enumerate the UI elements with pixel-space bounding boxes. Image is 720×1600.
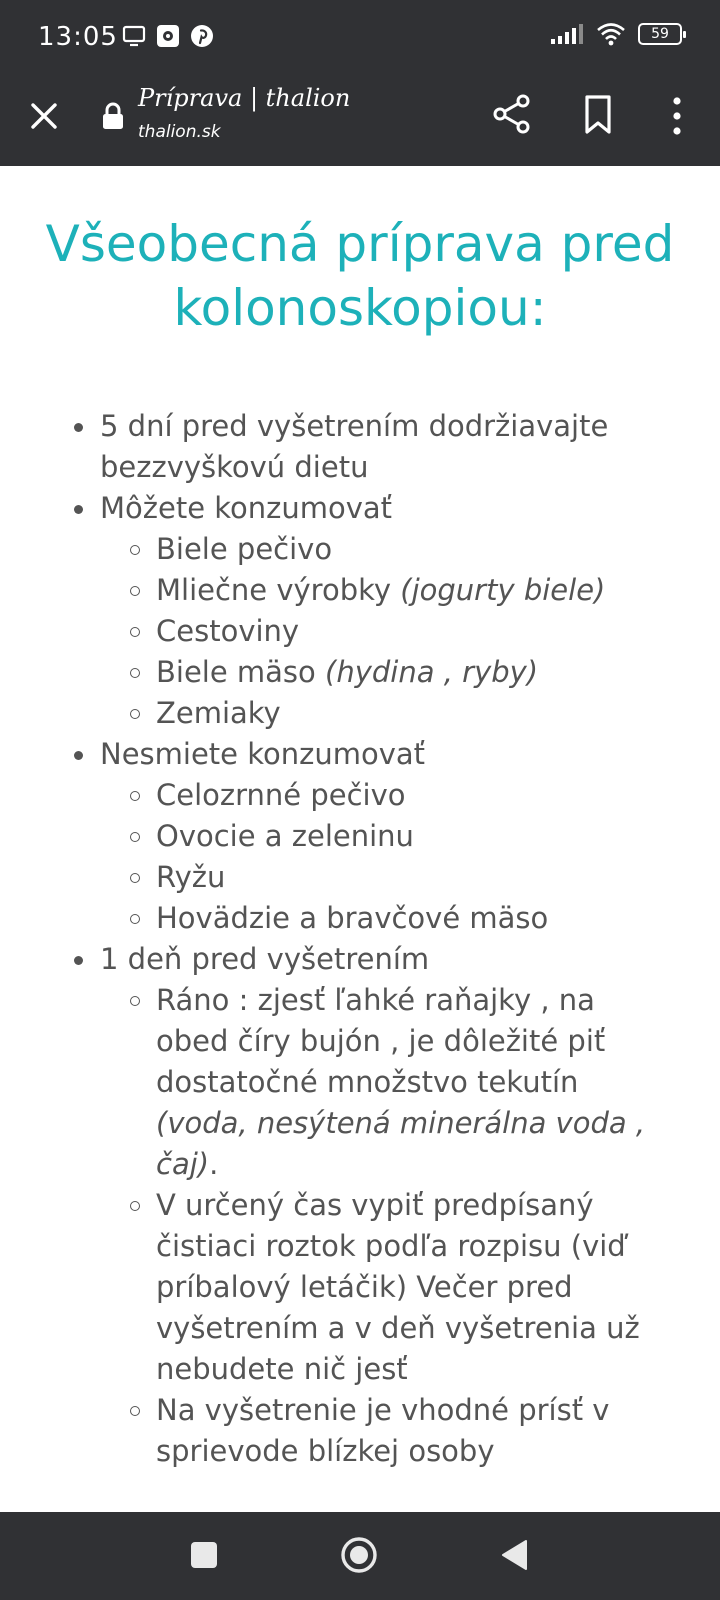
article-heading: Všeobecná príprava pred kolonoskopiou: [45,215,675,337]
sub-list-item [156,980,660,1185]
list-item [100,488,660,734]
sub-item-text: V určený čas vypiť predpísaný čistiaci roztok podľa rozpisu (viď príbalový letáčik) Večer pred vyšetrením a v deň vyšetrenia už nebudete nič jesť [156,1188,640,1386]
system-navigation-bar [0,1512,720,1600]
sub-list-item [156,652,660,693]
share-button[interactable] [490,92,534,136]
sub-item-text: Biele mäso [156,655,326,689]
sub-item-text: Mliečne výrobky [156,573,401,607]
list-item-text: 5 dní pred vyšetrením dodržiavajte bezzvyškovú dietu [100,409,609,484]
sub-item-text: Ryžu [156,860,226,894]
list-item-text: 1 deň pred vyšetrením [100,942,430,976]
bookmark-button[interactable] [578,94,618,136]
sub-list-item [156,570,660,611]
signal-icon [550,23,584,45]
list-item [100,734,660,939]
recents-square-icon[interactable] [191,1542,217,1568]
sub-item-text: Biele pečivo [156,532,333,566]
browser-toolbar [0,78,720,166]
more-menu-button[interactable] [662,94,692,138]
sub-list-item [156,816,660,857]
sub-list-item [156,1185,660,1390]
sub-item-text: Ráno : zjesť ľahké raňajky , na obed číry bujón , je dôležité piť dostatočné množstvo tekutín [156,983,606,1099]
home-circle-icon[interactable] [340,1536,378,1574]
list-item-text: Nesmiete konzumovať [100,737,426,771]
sub-list-item [156,857,660,898]
pinterest-icon [190,24,214,48]
sub-item-text: Na vyšetrenie je vhodné prísť v sprievode blízkej osoby [156,1393,610,1468]
sub-list-item [156,693,660,734]
back-triangle-icon[interactable] [500,1538,530,1572]
sub-item-text: Cestoviny [156,614,300,648]
battery-icon: 59 [638,23,682,45]
sub-item-note: (voda, nesýtená minerálna voda , čaj) [156,1106,646,1181]
sub-item-text: Ovocie a zeleninu [156,819,414,853]
sub-list-item [156,1390,660,1472]
page-content[interactable] [0,166,720,1512]
close-button[interactable] [24,96,64,136]
status-bar [0,0,720,78]
status-time: 13:05 [38,22,118,52]
lock-icon [102,102,124,130]
sub-item-note: (hydina , ryby) [325,655,539,689]
list-item [100,406,660,488]
page-domain[interactable]: thalion.sk [138,122,221,142]
sub-item-text: Zemiaky [156,696,281,730]
app-notification-icon [156,24,180,48]
list-item [100,939,660,1472]
sub-list-item [156,775,660,816]
page-title[interactable]: Príprava | thalion [138,84,351,112]
sub-item-text: Celozrnné pečivo [156,778,406,812]
sub-item-text: Hovädzie a bravčové mäso [156,901,549,935]
screen-cast-icon [122,25,146,47]
wifi-icon [596,22,626,46]
list-item-text: Môžete konzumovať [100,491,393,525]
sub-item-note: (jogurty biele) [400,573,606,607]
status-icons-right [550,22,682,46]
status-icons-left [122,24,214,48]
sub-list-item [156,898,660,939]
preparation-list [0,406,720,1472]
sub-list-item [156,611,660,652]
sub-list-item [156,529,660,570]
sub-item-tail: . [209,1147,219,1181]
